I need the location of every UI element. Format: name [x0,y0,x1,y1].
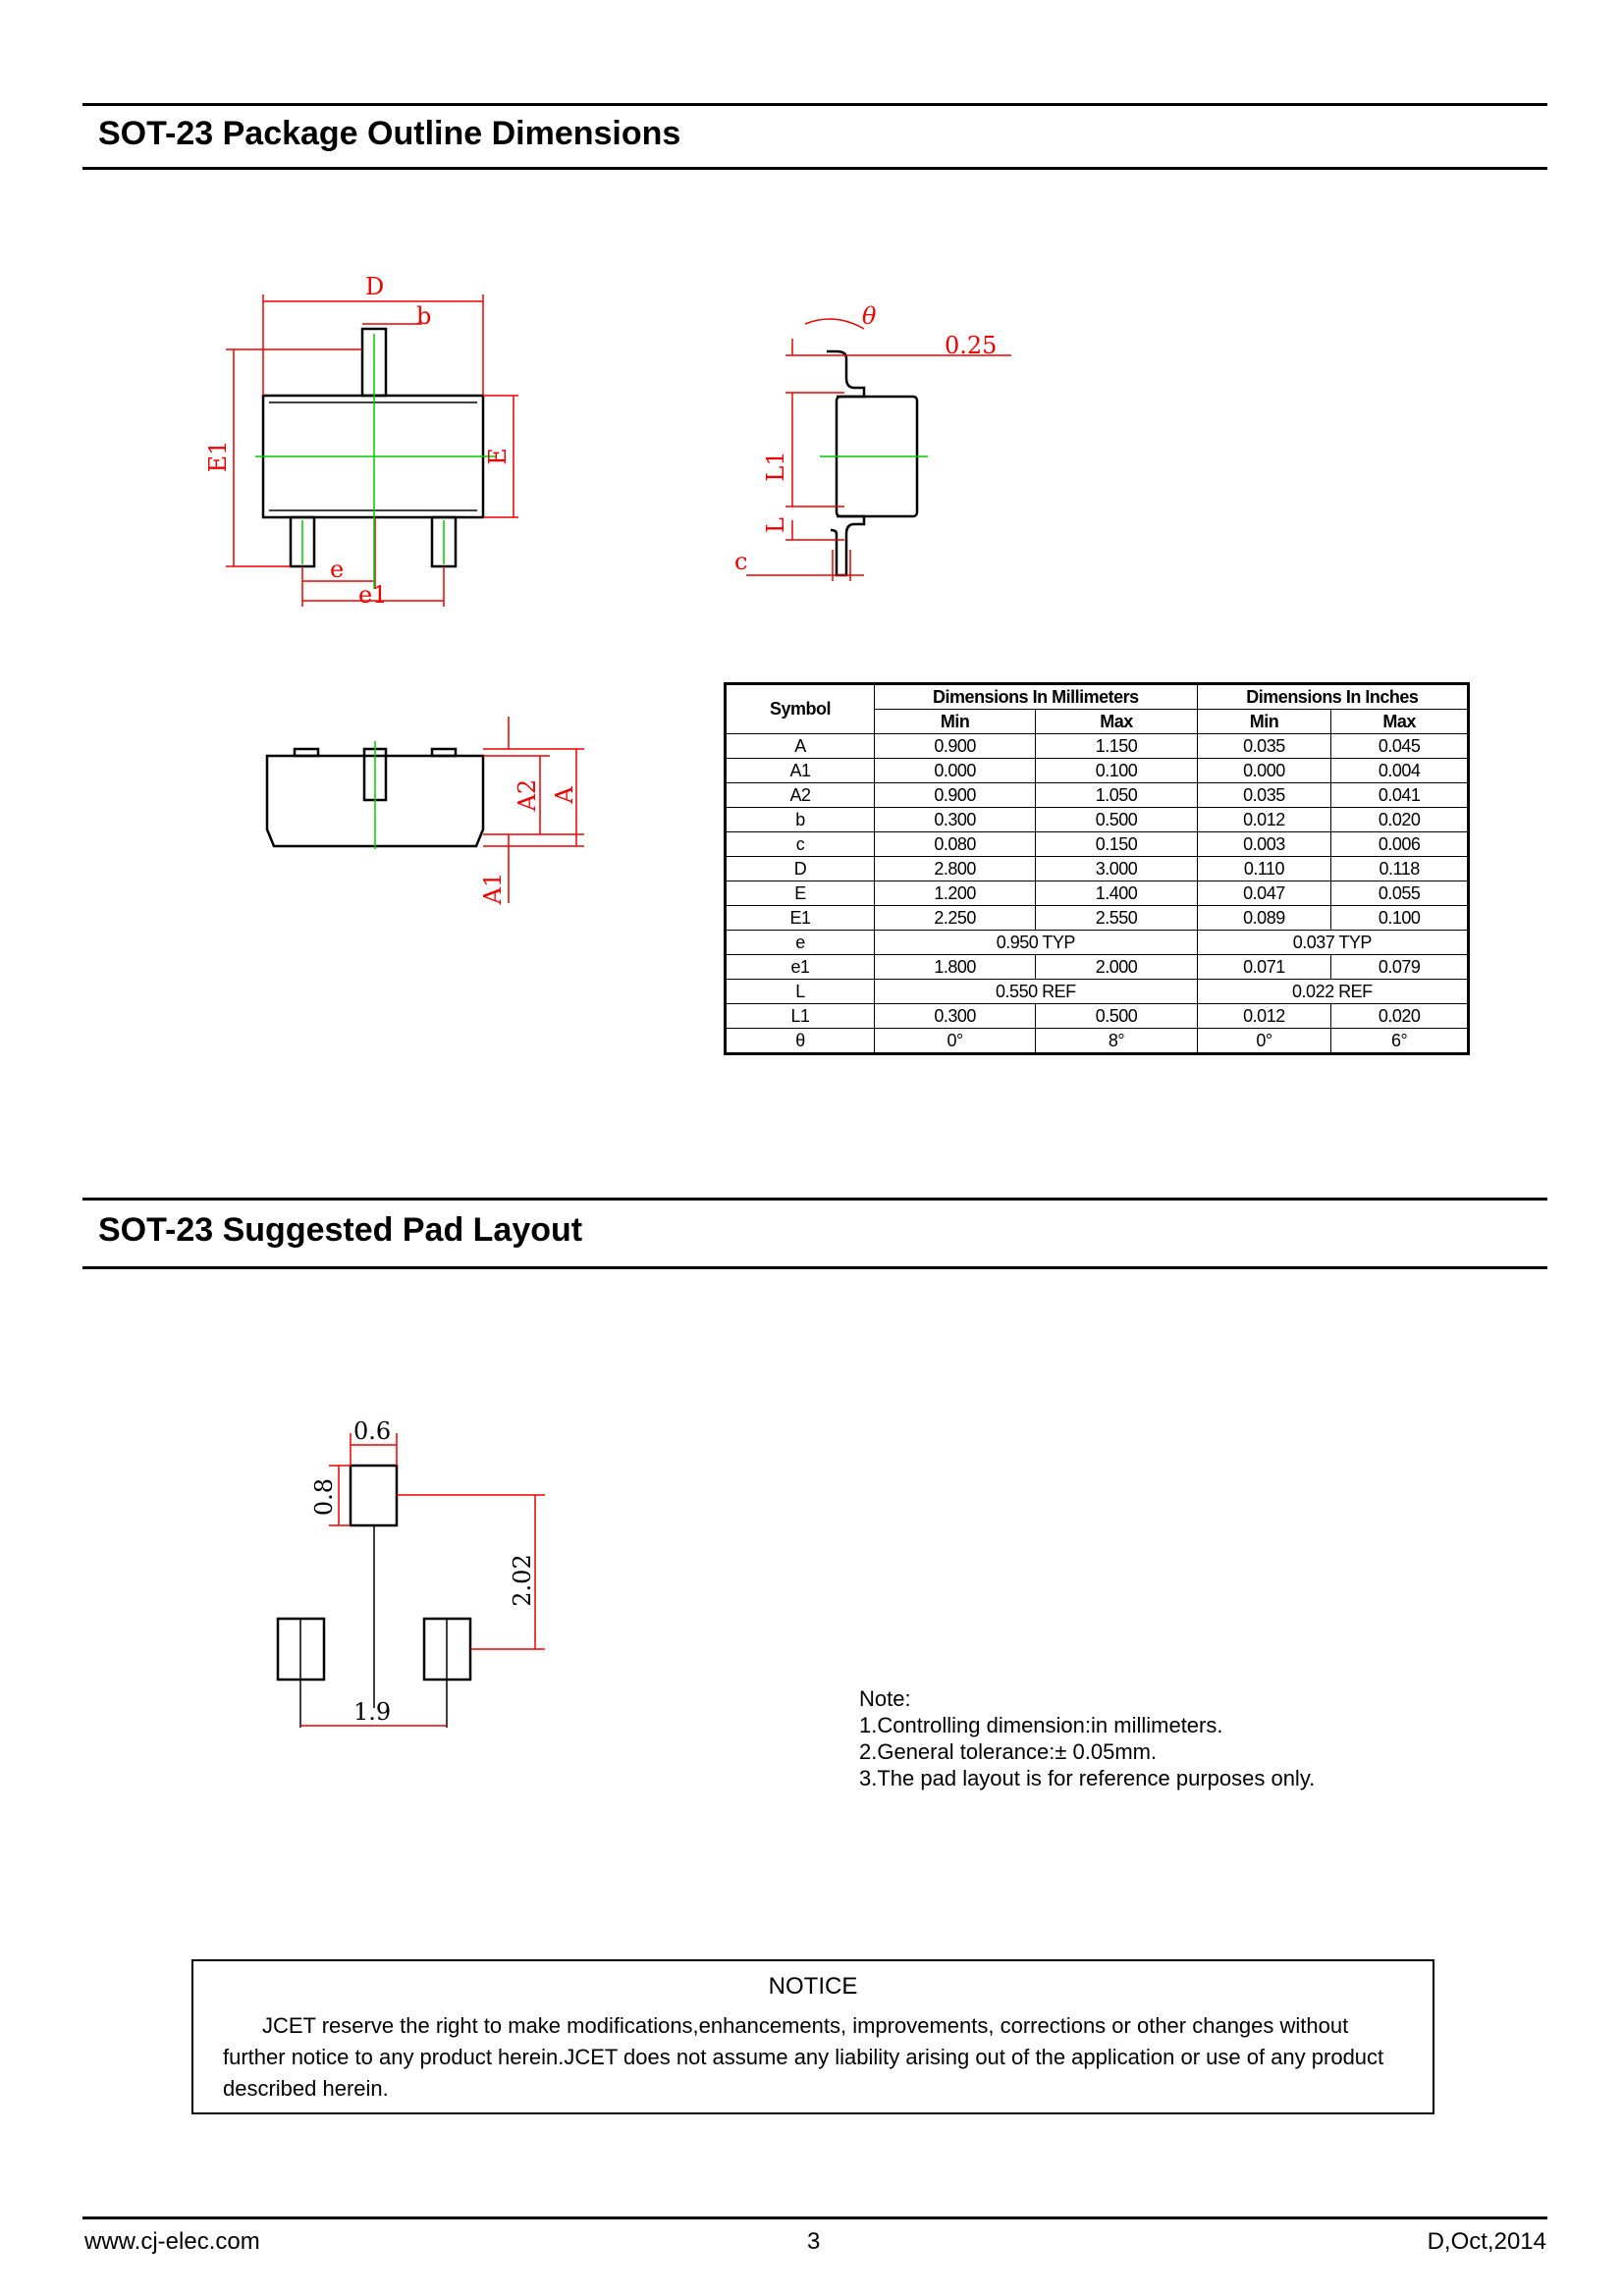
cell-in-max: 0.118 [1331,857,1469,881]
cell-mm-max: 3.000 [1036,857,1197,881]
cell-mm-max: 0.500 [1036,1004,1197,1029]
cell-mm-max: 2.000 [1036,955,1197,980]
pad-label-height: 0.8 [310,1477,338,1517]
cell-mm-min: 0.300 [875,808,1036,832]
note-title: Note: [859,1686,911,1711]
cell-mm-min: 0.900 [875,783,1036,808]
notice-box [191,1959,1434,2114]
cell-sym: L [726,980,875,1004]
cell-in-max: 0.020 [1331,1004,1469,1029]
top-rule [82,103,1547,106]
cell-in-max: 0.100 [1331,906,1469,931]
cell-sym: E [726,881,875,906]
cell-in-max: 0.041 [1331,783,1469,808]
cell-sym: c [726,832,875,857]
table-row [726,881,1469,906]
table-row [726,808,1469,832]
label-theta: θ [862,302,877,330]
cell-mm-max: 1.050 [1036,783,1197,808]
cell-sym: A [726,734,875,759]
front-view-drawing [255,707,589,923]
cell-in-max: 0.079 [1331,955,1469,980]
cell-mm-max: 8° [1036,1029,1197,1054]
cell-mm-min: 0° [875,1029,1036,1054]
table-row [726,955,1469,980]
section-title-pad: SOT-23 Suggested Pad Layout [98,1211,583,1249]
footer-page-number: 3 [807,2228,821,2255]
cell-in-min: 0.089 [1197,906,1331,931]
notice-title: NOTICE [768,1973,858,2000]
cell-in-min: 0.003 [1197,832,1331,857]
notes-block [859,1685,1315,1791]
cell-sym: A2 [726,783,875,808]
cell-sym: E1 [726,906,875,931]
cell-in-min: 0.071 [1197,955,1331,980]
cell-mm-max: 0.100 [1036,759,1197,783]
cell-mm-min: 2.250 [875,906,1036,931]
notice-body: JCET reserve the right to make modifications,enhancements, improvements, corrections or other changes without further notice to any product herein.JCET does not assume any liability arising out of the application or use of any product described herein. [223,2013,1384,2101]
label-L1: L1 [762,451,789,482]
note-item-1: 1.Controlling dimension:in millimeters. [859,1713,1223,1737]
cell-sym: e [726,931,875,955]
label-E1: E1 [204,440,232,473]
header-mm-min: Min [875,710,1036,734]
cell-sym: e1 [726,955,875,980]
table-row [726,906,1469,931]
cell-in-max: 0.006 [1331,832,1469,857]
cell-mm-min: 0.900 [875,734,1036,759]
cell-in-typ: 0.037 TYP [1197,931,1468,955]
table-row [726,980,1469,1004]
cell-sym: D [726,857,875,881]
label-D: D [365,273,385,300]
cell-in-max: 0.004 [1331,759,1469,783]
table-row [726,783,1469,808]
top-view-drawing [196,265,550,618]
pad-label-width: 0.6 [353,1417,392,1445]
cell-in-min: 0.047 [1197,881,1331,906]
cell-mm-max: 1.150 [1036,734,1197,759]
header-in: Dimensions In Inches [1197,684,1468,710]
table-row [726,857,1469,881]
cell-mm-min: 2.800 [875,857,1036,881]
note-item-3: 3.The pad layout is for reference purposes only. [859,1766,1316,1790]
label-c: c [734,548,748,575]
cell-mm-min: 1.200 [875,881,1036,906]
cell-mm-typ: 0.550 REF [875,980,1198,1004]
dimensions-table [724,682,1470,1055]
cell-in-typ: 0.022 REF [1197,980,1468,1004]
table-row [726,1029,1469,1054]
label-A1: A1 [479,872,507,905]
cell-sym: θ [726,1029,875,1054]
cell-in-max: 6° [1331,1029,1469,1054]
label-b: b [416,302,432,330]
cell-in-min: 0.000 [1197,759,1331,783]
cell-in-min: 0.012 [1197,808,1331,832]
cell-mm-max: 2.550 [1036,906,1197,931]
footer-revision: D,Oct,2014 [1427,2228,1546,2255]
label-L: L [762,517,789,533]
table-row [726,931,1469,955]
note-item-2: 2.General tolerance:± 0.05mm. [859,1739,1158,1764]
label-A: A [551,786,578,804]
label-e: e [330,556,345,583]
footer-rule [82,2216,1547,2219]
title-underline [82,167,1547,170]
pad-label-pitch-h: 1.9 [353,1698,392,1726]
label-e1: e1 [358,581,388,609]
cell-mm-min: 0.300 [875,1004,1036,1029]
cell-in-max: 0.055 [1331,881,1469,906]
header-symbol: Symbol [726,684,875,734]
table-row [726,832,1469,857]
cell-sym: A1 [726,759,875,783]
section-title-outline: SOT-23 Package Outline Dimensions [98,115,681,152]
table-row [726,1004,1469,1029]
cell-sym: L1 [726,1004,875,1029]
section2-underline [82,1266,1547,1269]
header-in-max: Max [1331,710,1469,734]
cell-mm-min: 1.800 [875,955,1036,980]
cell-in-min: 0.035 [1197,734,1331,759]
table-row [726,759,1469,783]
header-mm: Dimensions In Millimeters [875,684,1198,710]
cell-mm-max: 1.400 [1036,881,1197,906]
footer-url: www.cj-elec.com [84,2228,260,2255]
table-row [726,734,1469,759]
cell-mm-max: 0.500 [1036,808,1197,832]
lead-profile-drawing [727,294,1041,589]
label-A2: A2 [514,778,541,812]
pad-layout-drawing [265,1404,579,1737]
cell-in-min: 0.110 [1197,857,1331,881]
pad-label-pitch-v: 2.02 [509,1554,536,1607]
cell-in-max: 0.045 [1331,734,1469,759]
cell-in-min: 0.035 [1197,783,1331,808]
label-gauge: 0.25 [945,332,998,359]
cell-mm-typ: 0.950 TYP [875,931,1198,955]
cell-mm-min: 0.080 [875,832,1036,857]
header-in-min: Min [1197,710,1331,734]
label-E: E [484,448,512,465]
cell-in-min: 0.012 [1197,1004,1331,1029]
cell-in-max: 0.020 [1331,808,1469,832]
cell-sym: b [726,808,875,832]
cell-in-min: 0° [1197,1029,1331,1054]
section2-rule [82,1198,1547,1201]
cell-mm-max: 0.150 [1036,832,1197,857]
cell-mm-min: 0.000 [875,759,1036,783]
header-mm-max: Max [1036,710,1197,734]
